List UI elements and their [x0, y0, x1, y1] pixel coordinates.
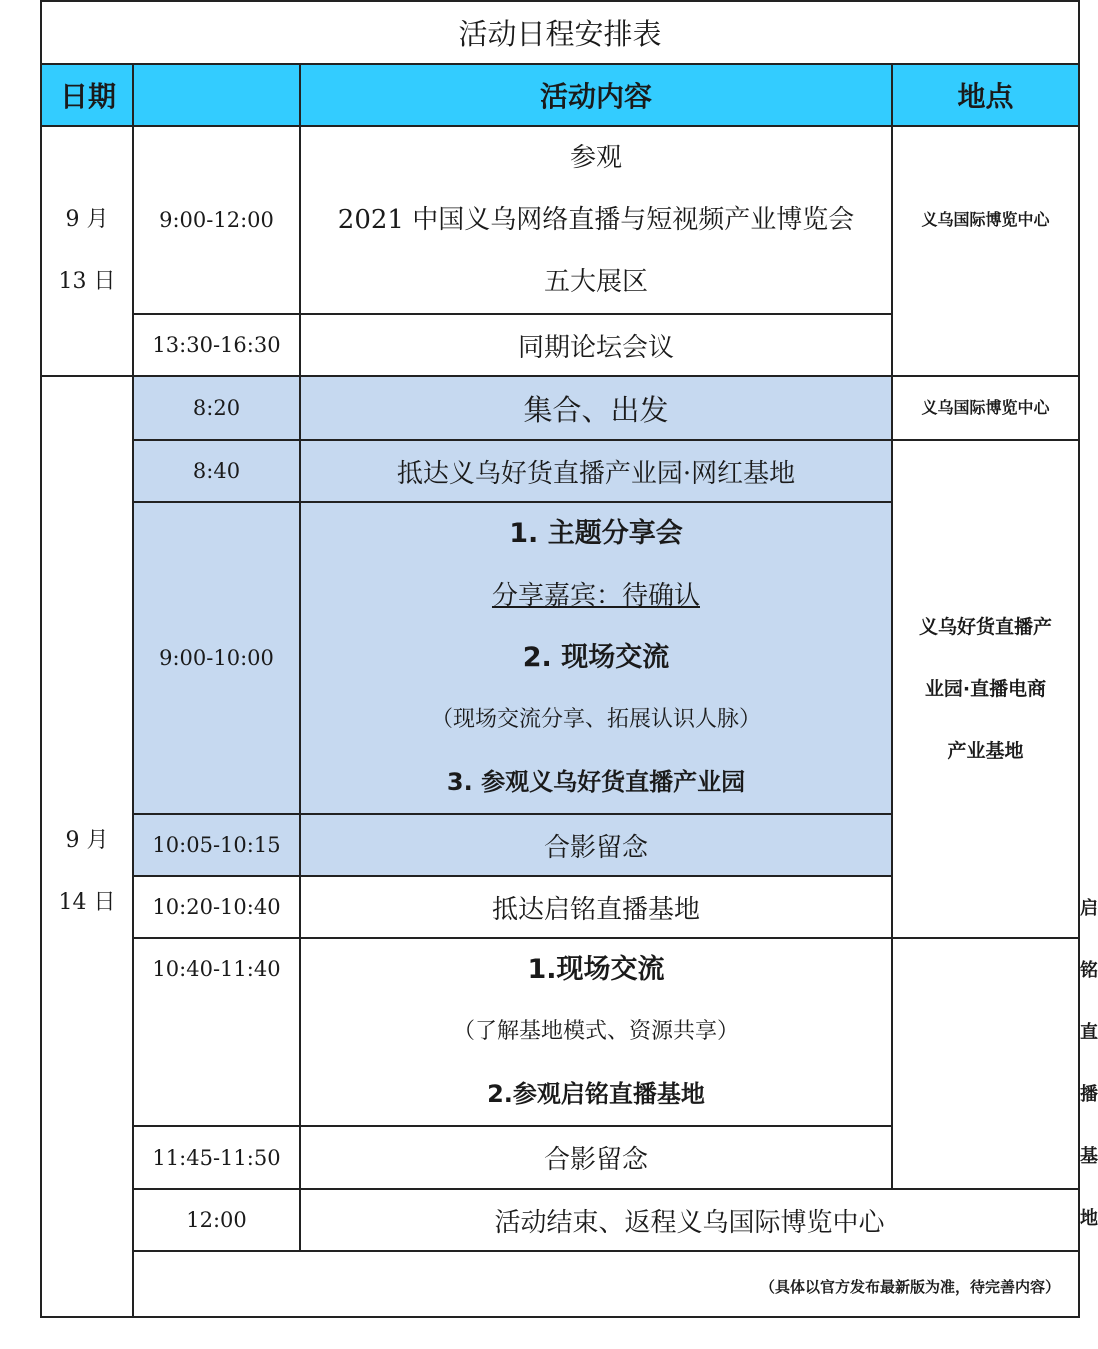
content-cell: 合影留念: [300, 814, 892, 876]
content-line: 1. 主题分享会: [509, 518, 683, 549]
time-cell: 12:00: [133, 1189, 300, 1251]
header-row: [41, 64, 1079, 126]
content-cell: 集合、出发: [300, 376, 892, 440]
content-line: （了解基地模式、资源共享）: [452, 1019, 739, 1044]
header-location: 地点: [892, 64, 1079, 126]
date-cell-day2: [41, 376, 133, 1317]
time-cell: 13:30-16:30: [133, 314, 300, 376]
time-cell: 10:40-11:40: [133, 938, 300, 1126]
date-day: 13 日: [58, 269, 116, 294]
footer-note: （具体以官方发布最新版为准，待完善内容）: [133, 1251, 1079, 1317]
table-row: [41, 376, 1079, 440]
location-line: 业园·直播电商: [924, 678, 1047, 700]
schedule-table: [40, 0, 1098, 1318]
date-month: 9 月: [65, 827, 109, 853]
content-cell: 合影留念: [300, 1126, 892, 1189]
time-cell: 8:20: [133, 376, 300, 440]
content-line: 2. 现场交流: [522, 642, 670, 673]
time-cell: 11:45-11:50: [133, 1126, 300, 1189]
content-cell: [300, 938, 892, 1126]
table-title: 活动日程安排表: [41, 1, 1079, 64]
content-line: 五大展区: [543, 267, 648, 297]
table-row: [41, 938, 1079, 1126]
content-line: （现场交流分享、拓展认识人脉）: [430, 707, 761, 732]
content-cell: [300, 502, 892, 814]
date-day: 14 日: [58, 889, 116, 915]
time-cell: 10:05-10:15: [133, 814, 300, 876]
header-time: [133, 64, 300, 126]
table-row: 10:20-10:40 抵达启铭直播基地 启铭直播基地: [41, 876, 1079, 938]
content-cell: 抵达启铭直播基地: [300, 876, 892, 938]
table-row: [41, 1126, 1079, 1189]
time-cell: 10:20-10:40: [133, 876, 300, 938]
content-line: 3. 参观义乌好货直播产业园: [446, 768, 746, 796]
table-row: [41, 1189, 1079, 1251]
location-cell-park: [892, 440, 1079, 938]
time-cell: 9:00-10:00: [133, 502, 300, 814]
content-line: 参观: [569, 143, 622, 173]
date-cell-day1: [41, 126, 133, 376]
location-cell: 义乌国际博览中心: [892, 126, 1079, 376]
location-line: 义乌好货直播产: [919, 616, 1053, 638]
header-date: 日期: [41, 64, 133, 126]
time-cell: 9:00-12:00: [133, 126, 300, 314]
table-row: [41, 440, 1079, 502]
content-line: 1.现场交流: [527, 954, 665, 985]
table-row: [41, 126, 1079, 314]
time-cell: 8:40: [133, 440, 300, 502]
date-month: 9 月: [65, 207, 109, 232]
content-line: 2.参观启铭直播基地: [487, 1080, 705, 1108]
content-line: 2021 中国义乌网络直播与短视频产业博览会: [337, 205, 855, 235]
location-cell: 义乌国际博览中心: [892, 376, 1079, 440]
location-line: 产业基地: [947, 740, 1024, 762]
header-content: 活动内容: [300, 64, 892, 126]
content-cell: 同期论坛会议: [300, 314, 892, 376]
schedule-sheet: [40, 0, 1098, 1318]
content-cell: 活动结束、返程义乌国际博览中心: [300, 1189, 1079, 1251]
content-line-speaker: 分享嘉宾：待确认: [491, 581, 700, 611]
content-cell: 抵达义乌好货直播产业园·网红基地: [300, 440, 892, 502]
content-cell: [300, 126, 892, 314]
